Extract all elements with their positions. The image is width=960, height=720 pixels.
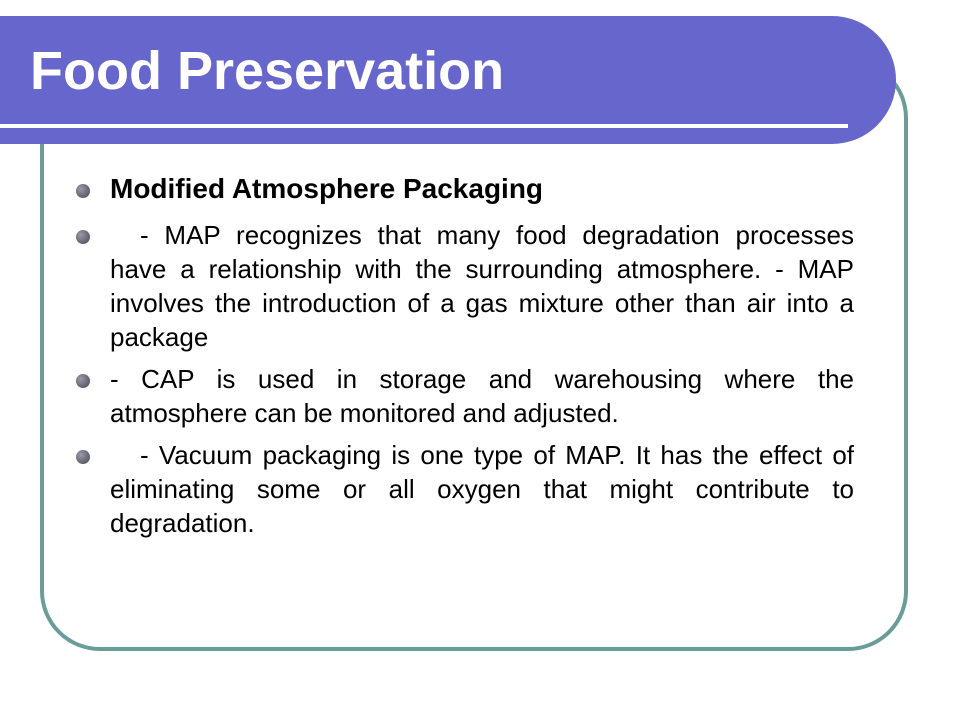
bullet-item [76, 172, 854, 206]
bullet-text: Modified Atmosphere Packaging [110, 173, 544, 204]
bullet-text: - CAP is used in storage and warehousing where the atmosphere can be monitored and adjusted. [110, 364, 854, 428]
bullet-text-content: - MAP recognizes that many food degradation processes have a relationship with the surrounding atmosphere. - MAP involves the introduction of a gas mixture other than air into a package [110, 220, 854, 352]
bullet-item [76, 438, 854, 540]
bullet-icon [76, 230, 90, 244]
bullet-text [110, 218, 854, 354]
bullet-icon [76, 184, 90, 198]
bullet-icon [76, 374, 90, 388]
title-divider [0, 124, 848, 128]
bullet-item [76, 218, 854, 354]
bullet-list [76, 172, 854, 548]
bullet-text-content: - Vacuum packaging is one type of MAP. It has the effect of eliminating some or all oxygen that might contribute to degradation. [110, 440, 854, 538]
bullet-text [110, 438, 854, 540]
bullet-item [76, 362, 854, 430]
bullet-icon [76, 450, 90, 464]
slide-title: Food Preservation [30, 41, 505, 101]
